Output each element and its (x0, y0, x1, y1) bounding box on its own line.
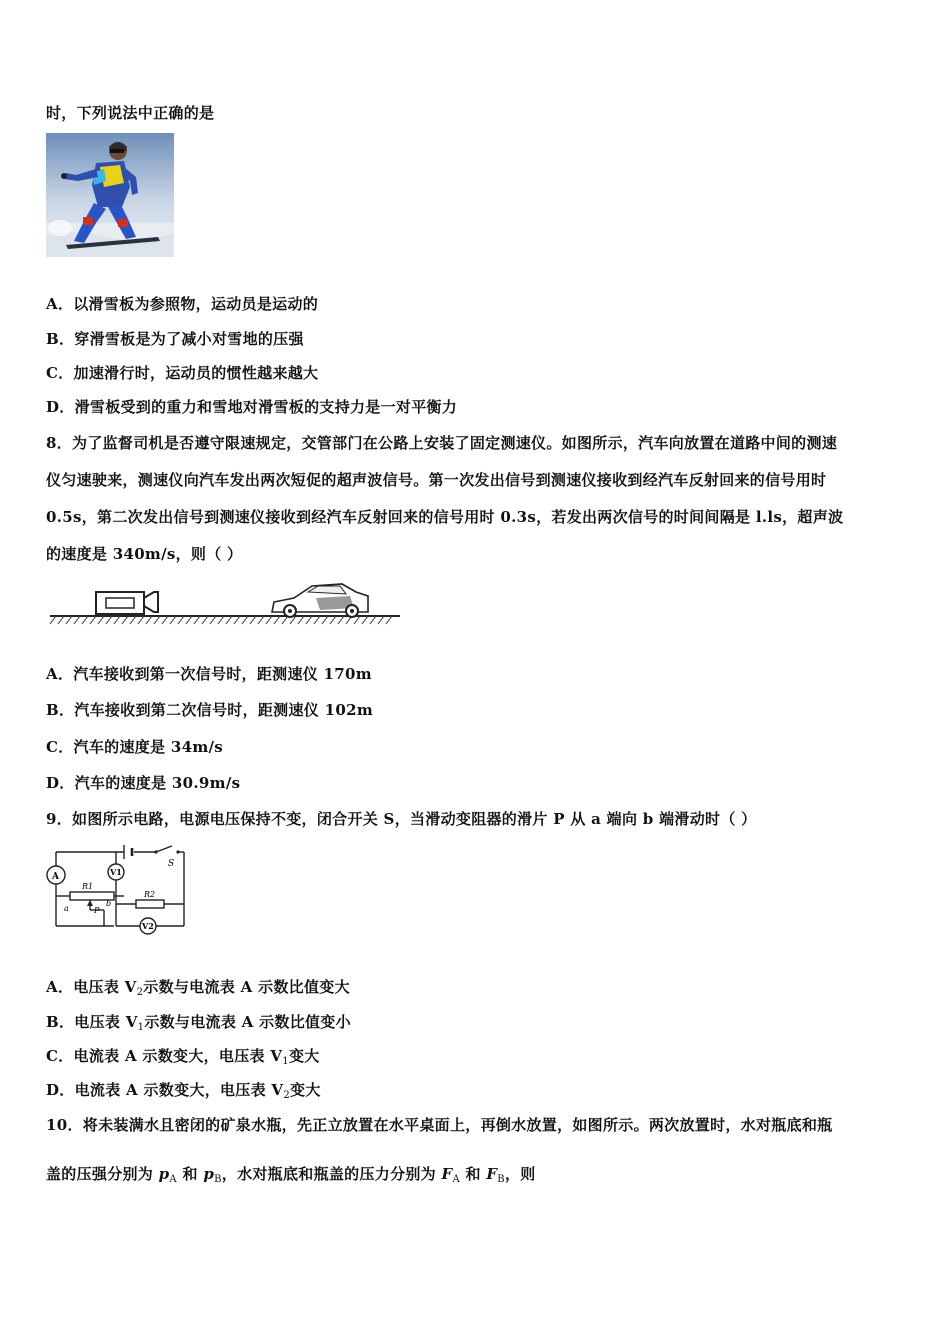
r1-label: R1 (82, 882, 94, 891)
q9-option-d: D．电流表 A 示数变大，电压表 $V_2$变大 (46, 1081, 321, 1101)
q7-option-a: A．以滑雪板为参照物，运动员是运动的 (46, 295, 319, 313)
skier-photo (46, 133, 174, 257)
q8-option-c: C．汽车的速度是 34m/s (46, 738, 224, 756)
q8-option-a: A．汽车接收到第一次信号时，距测速仪 170m (46, 665, 372, 683)
q8-stem-line-3: 0.5s，第二次发出信号到测速仪接收到经汽车反射回来的信号用时 0.3s，若发出两次信号的时间间隔是 l.ls，超声波 (46, 508, 844, 526)
slider-p-label: P (94, 906, 100, 915)
q8-option-b: B．汽车接收到第二次信号时，距测速仪 102m (46, 701, 373, 719)
q7-stem-tail: 时，下列说法中正确的是 (46, 104, 215, 122)
q8-stem-line-1: 8．为了监督司机是否遵守限速规定，交管部门在公路上安装了固定测速仪。如图所示，汽车向放置在道路中间的测速 (46, 434, 838, 452)
q9-option-b: B．电压表 $V_1$示数与电流表 A 示数比值变小 (46, 1013, 351, 1033)
q9-stem: 9．如图所示电路，电源电压保持不变，闭合开关 S，当滑动变阻器的滑片 P 从 a 端向 b 端滑动时（ ） (46, 810, 757, 828)
q7-option-b: B．穿滑雪板是为了减小对雪地的压强 (46, 330, 304, 348)
voltmeter2-label: V2 (142, 921, 154, 931)
end-a-label: a (64, 904, 69, 913)
end-b-label: b (106, 899, 112, 908)
q7-option-d: D．滑雪板受到的重力和雪地对滑雪板的支持力是一对平衡力 (46, 398, 458, 416)
circuit-diagram (44, 840, 190, 940)
q10-stem-line-1: 10．将未装满水且密闭的矿泉水瓶，先正立放置在水平桌面上，再倒水放置，如图所示。两次放置时，水对瓶底和瓶 (46, 1116, 833, 1134)
q8-stem-line-2: 仪匀速驶来，测速仪向汽车发出两次短促的超声波信号。第一次发出信号到测速仪接收到经汽车反射回来的信号用时 (46, 471, 827, 489)
q9-option-c: C．电流表 A 示数变大，电压表 $V_1$变大 (46, 1047, 320, 1067)
ammeter-label: A (52, 872, 59, 882)
speed-camera-figure (50, 578, 400, 630)
voltmeter1-label: V1 (110, 867, 122, 877)
switch-label: S (168, 859, 175, 869)
q8-stem-line-4: 的速度是 340m/s，则（ ） (46, 545, 243, 563)
q8-option-d: D．汽车的速度是 30.9m/s (46, 774, 241, 792)
r2-label: R2 (144, 890, 156, 899)
q9-option-a: A．电压表 $V_2$示数与电流表 A 示数比值变大 (46, 978, 350, 998)
q10-stem-line-2: 盖的压强分别为 $p_A$ 和 $p_B$，水对瓶底和瓶盖的压力分别为 $F_A$ 和 $F_B$，则 (46, 1165, 536, 1185)
q7-option-c: C．加速滑行时，运动员的惯性越来越大 (46, 364, 319, 382)
